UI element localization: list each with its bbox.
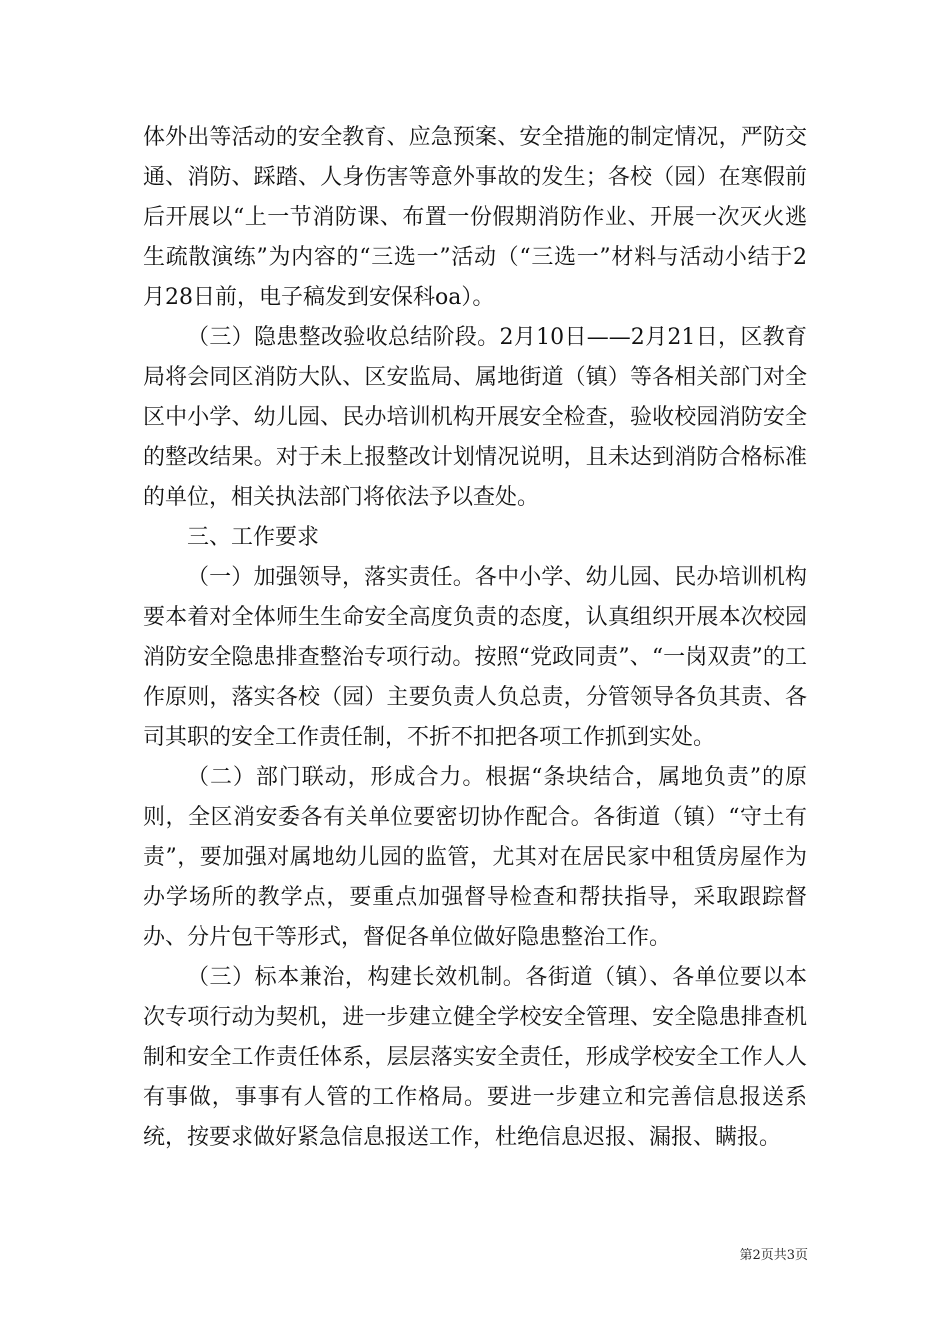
paragraph-strengthen-leadership: （一）加强领导，落实责任。各中小学、幼儿园、民办培训机构要本着对全体师生生命安全高度负责的态度，认真组织开展本次校园消防安全隐患排查整治专项行动。按照“党政同责”、“一岗双责”的工作原则，落实各校（园）主要负责人负总责，分管领导各负其责、各司其职的安全工作责任制，不折不扣把各项工作抓到实处。 xyxy=(143,565,807,750)
paragraph-safety-education-continued: 体外出等活动的安全教育、应急预案、安全措施的制定情况，严防交通、消防、踩踏、人身伤害等意外事故的发生；各校（园）在寒假前后开展以“上一节消防课、布置一份假期消防作业、开展一次灭火逃生疏散演练”为内容的“三选一”活动（“三选一”材料与活动小结于2月28日前，电子稿发到安保科oa）。 xyxy=(143,125,807,310)
section-heading-work-requirements: 三、工作要求 xyxy=(187,525,320,550)
paragraph-rectification-acceptance-stage: （三）隐患整改验收总结阶段。2月10日——2月21日，区教育局将会同区消防大队、区安监局、属地街道（镇）等各相关部门对全区中小学、幼儿园、民办培训机构开展安全检查，验收校园消防安全的整改结果。对于未上报整改计划情况说明，且未达到消防合格标准的单位，相关执法部门将依法予以查处。 xyxy=(143,325,807,510)
page-number-footer: 第2页共3页 xyxy=(739,1248,808,1263)
paragraph-long-term-mechanism: （三）标本兼治，构建长效机制。各街道（镇）、各单位要以本次专项行动为契机，进一步建立健全学校安全管理、安全隐患排查机制和安全工作责任体系，层层落实安全责任，形成学校安全工作人人有事做，事事有人管的工作格局。要进一步建立和完善信息报送系统，按要求做好紧急信息报送工作，杜绝信息迟报、漏报、瞒报。 xyxy=(143,965,807,1150)
document-body xyxy=(143,118,807,1158)
paragraph-department-coordination: （二）部门联动，形成合力。根据“条块结合，属地负责”的原则，全区消安委各有关单位要密切协作配合。各街道（镇）“守土有责”，要加强对属地幼儿园的监管，尤其对在居民家中租赁房屋作为办学场所的教学点，要重点加强督导检查和帮扶指导，采取跟踪督办、分片包干等形式，督促各单位做好隐患整治工作。 xyxy=(143,765,807,950)
